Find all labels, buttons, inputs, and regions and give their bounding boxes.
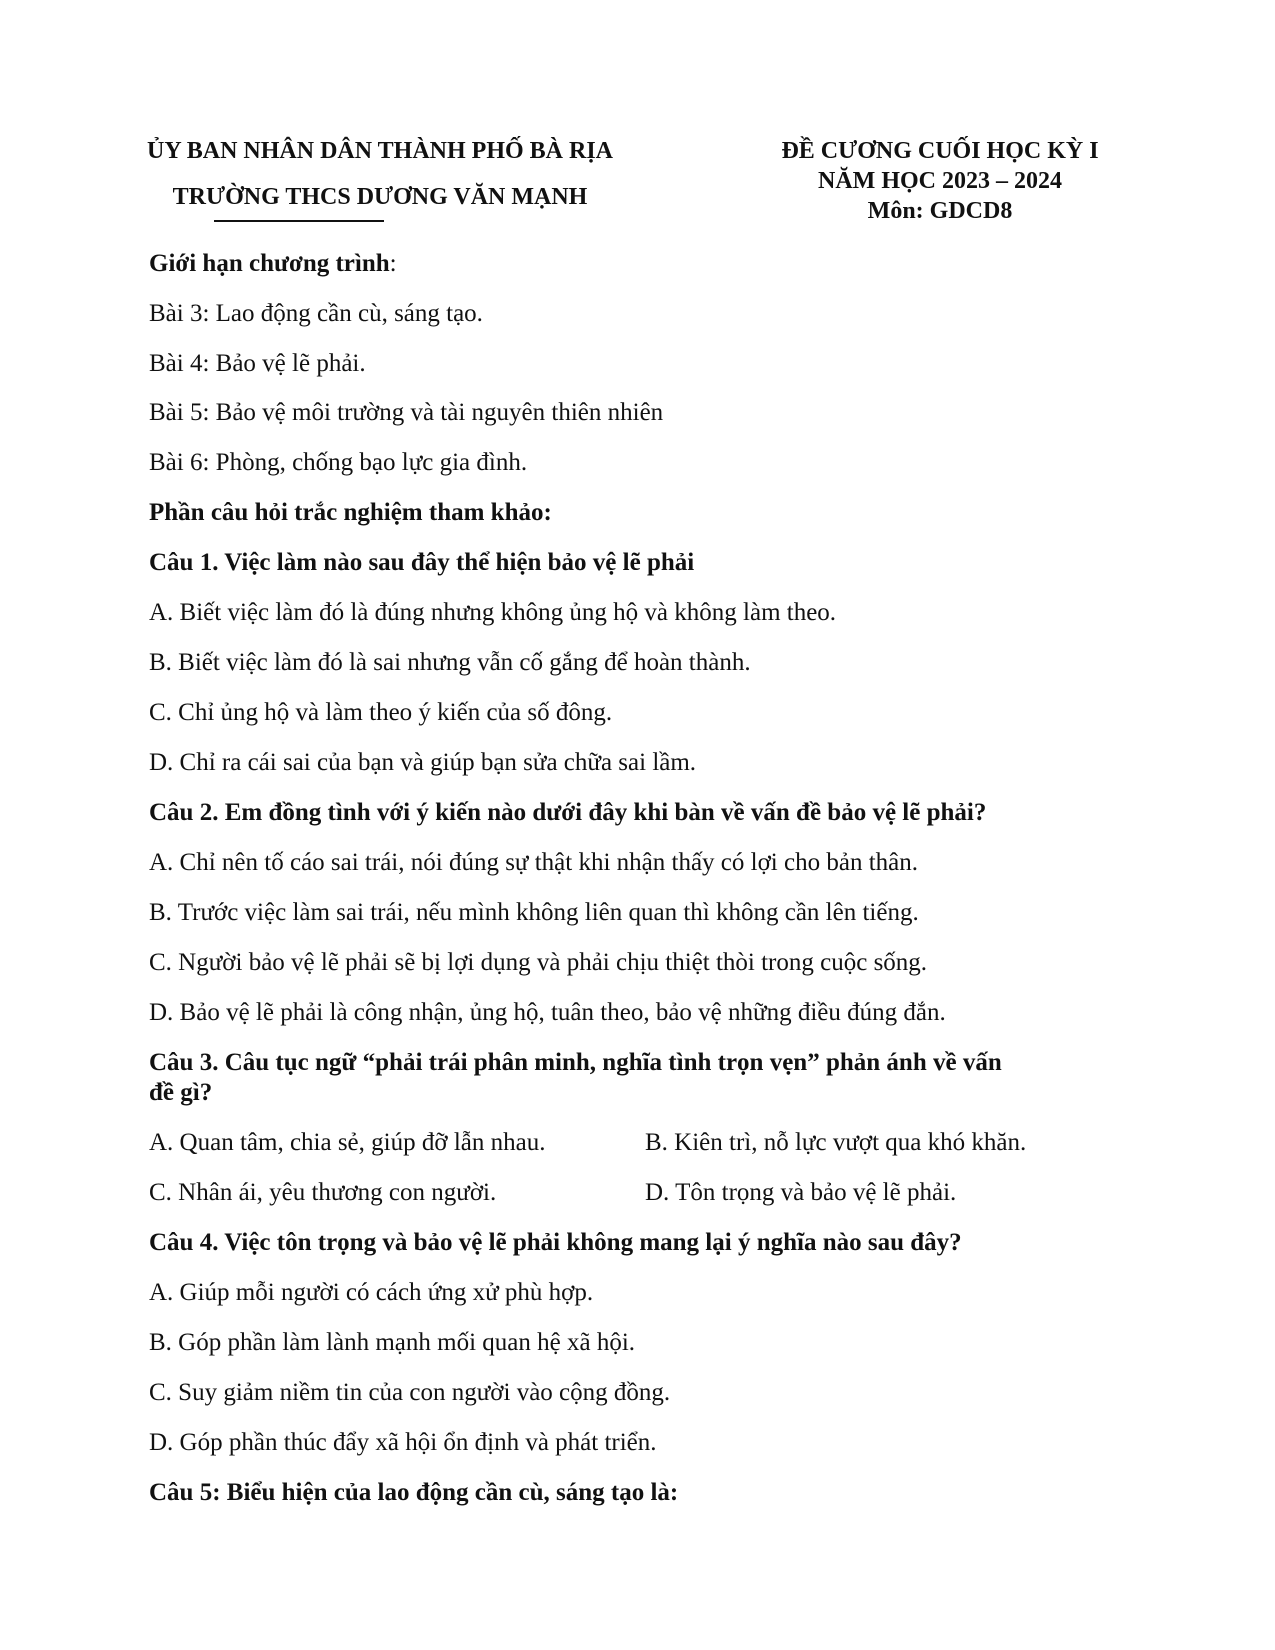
subject-label: Môn: GDCD8 [867, 198, 1013, 224]
lesson-item: Bài 5: Bảo vệ môi trường và tài nguyên thiên nhiên [149, 399, 664, 426]
q4-option-c: C. Suy giảm niềm tin của con người vào cộng đồng. [149, 1379, 671, 1406]
q3-option-a: A. Quan tâm, chia sẻ, giúp đỡ lẫn nhau. [149, 1129, 546, 1156]
q4-option-a: A. Giúp mỗi người có cách ứng xử phù hợp. [149, 1279, 594, 1306]
question-3-line-1: Câu 3. Câu tục ngữ “phải trái phân minh, nghĩa tình trọn vẹn” phản ánh về vấn [149, 1049, 1002, 1076]
q4-option-b: B. Góp phần làm lành mạnh mối quan hệ xã hội. [149, 1329, 636, 1356]
question-4: Câu 4. Việc tôn trọng và bảo vệ lẽ phải không mang lại ý nghĩa nào sau đây? [149, 1229, 962, 1256]
question-3-line-2: đề gì? [149, 1079, 213, 1106]
quiz-heading: Phần câu hỏi trắc nghiệm tham khảo: [149, 499, 552, 526]
lesson-item: Bài 4: Bảo vệ lẽ phải. [149, 350, 366, 377]
q1-option-b: B. Biết việc làm đó là sai nhưng vẫn cố gắng để hoàn thành. [149, 649, 751, 676]
school-year: NĂM HỌC 2023 – 2024 [818, 168, 1062, 194]
scope-heading-text: Giới hạn chương trình [149, 250, 390, 277]
lesson-item: Bài 6: Phòng, chống bạo lực gia đình. [149, 449, 528, 476]
q3-option-d: D. Tôn trọng và bảo vệ lẽ phải. [645, 1179, 957, 1206]
q1-option-c: C. Chỉ ủng hộ và làm theo ý kiến của số đông. [149, 699, 613, 726]
scope-heading-colon: : [389, 250, 397, 277]
document-title: ĐỀ CƯƠNG CUỐI HỌC KỲ I [781, 138, 1099, 164]
school-name: TRƯỜNG THCS DƯƠNG VĂN MẠNH [172, 184, 588, 210]
committee-name: ỦY BAN NHÂN DÂN THÀNH PHỐ BÀ RỊA [146, 138, 614, 164]
q2-option-b: B. Trước việc làm sai trái, nếu mình không liên quan thì không cần lên tiếng. [149, 899, 919, 926]
q1-option-a: A. Biết việc làm đó là đúng nhưng không ủng hộ và không làm theo. [149, 599, 837, 626]
q2-option-d: D. Bảo vệ lẽ phải là công nhận, ủng hộ, tuân theo, bảo vệ những điều đúng đắn. [149, 999, 946, 1026]
q2-option-a: A. Chỉ nên tố cáo sai trái, nói đúng sự thật khi nhận thấy có lợi cho bản thân. [149, 849, 918, 876]
question-2: Câu 2. Em đồng tình với ý kiến nào dưới đây khi bàn về vấn đề bảo vệ lẽ phải? [149, 799, 987, 826]
lesson-item: Bài 3: Lao động cần cù, sáng tạo. [149, 300, 483, 327]
scope-heading [149, 250, 397, 278]
q4-option-d: D. Góp phần thúc đẩy xã hội ổn định và phát triển. [149, 1429, 657, 1456]
q1-option-d: D. Chỉ ra cái sai của bạn và giúp bạn sửa chữa sai lầm. [149, 749, 697, 776]
q3-option-b: B. Kiên trì, nỗ lực vượt qua khó khăn. [645, 1129, 1027, 1156]
question-5: Câu 5: Biểu hiện của lao động cần cù, sáng tạo là: [149, 1479, 679, 1506]
school-name-underline [214, 220, 384, 222]
q3-option-c: C. Nhân ái, yêu thương con người. [149, 1179, 497, 1206]
q2-option-c: C. Người bảo vệ lẽ phải sẽ bị lợi dụng và phải chịu thiệt thòi trong cuộc sống. [149, 949, 928, 976]
question-1: Câu 1. Việc làm nào sau đây thể hiện bảo vệ lẽ phải [149, 549, 695, 576]
